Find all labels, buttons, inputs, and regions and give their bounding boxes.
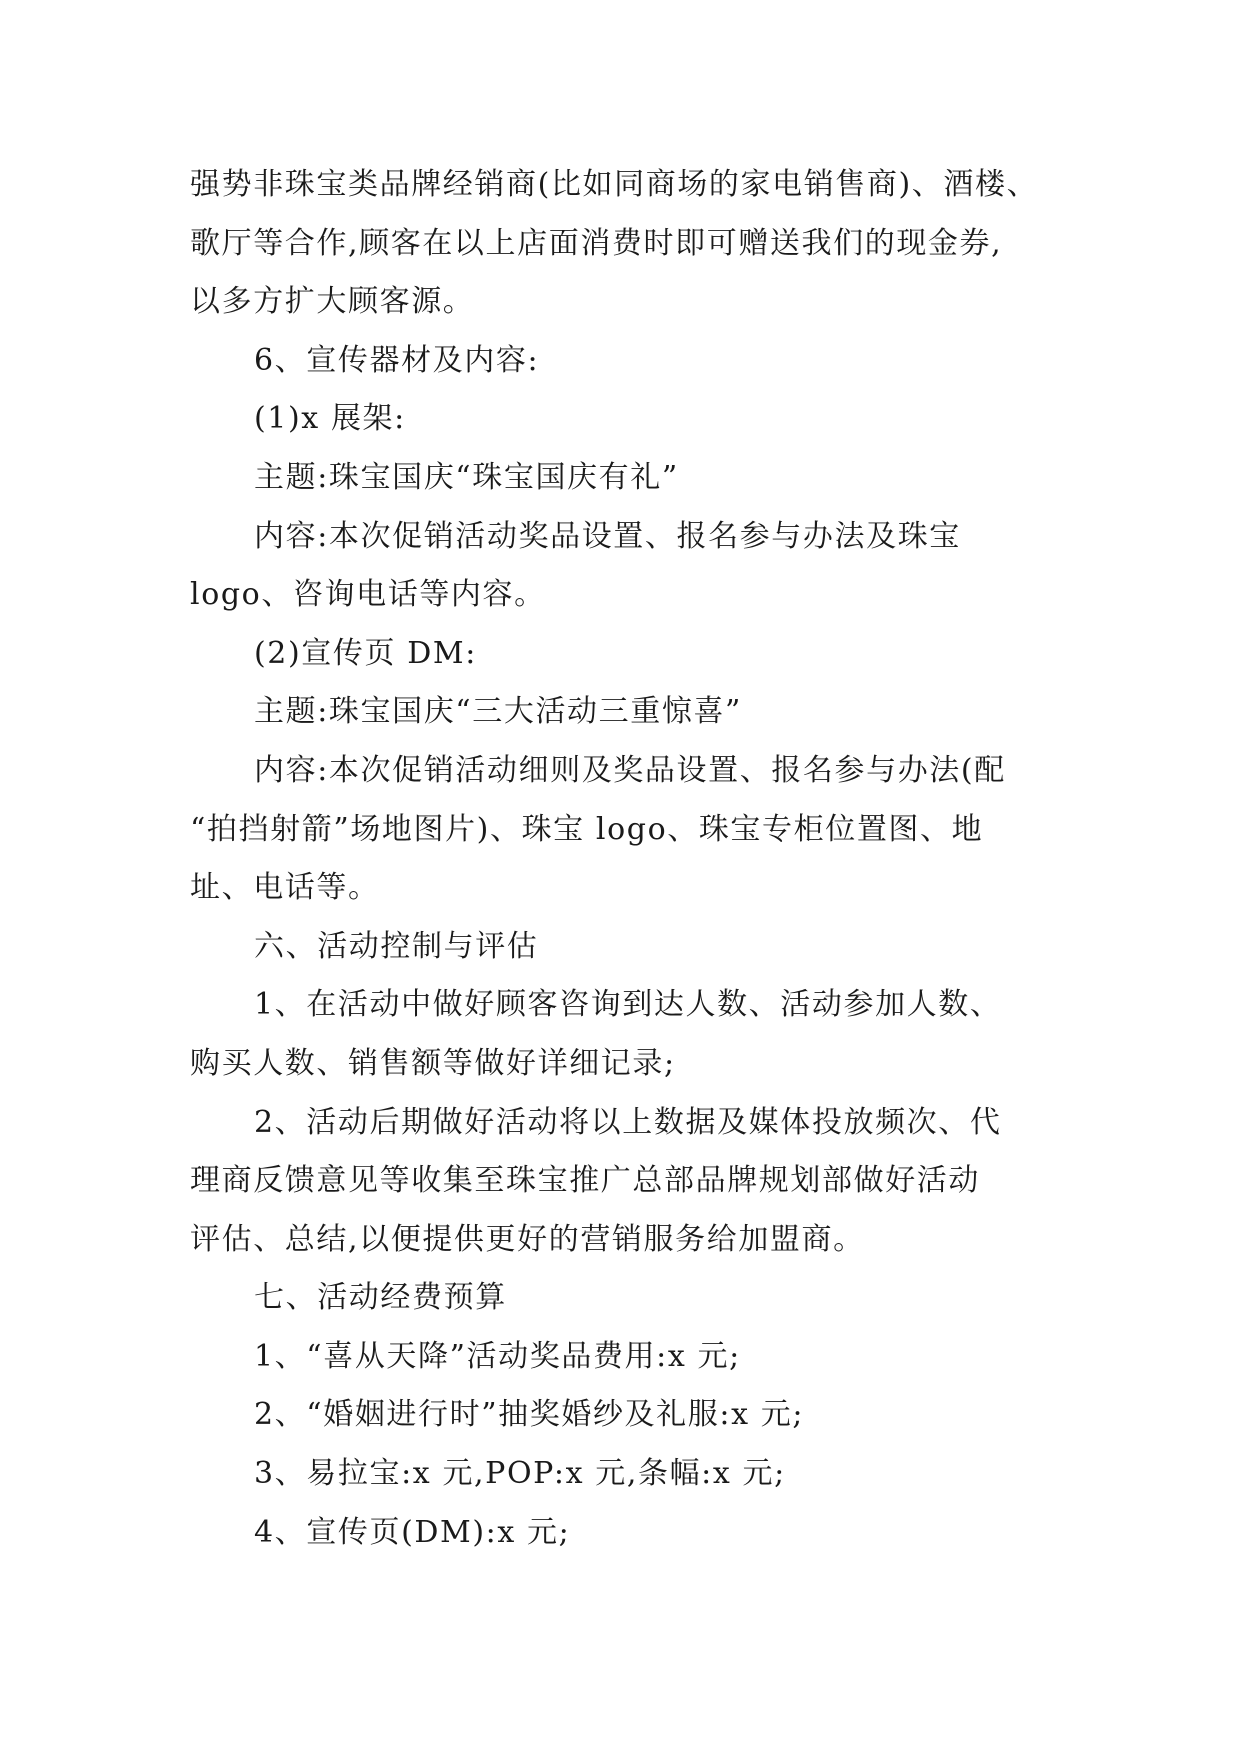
section-heading: 六、活动控制与评估 bbox=[254, 928, 539, 964]
sub-item-heading: (2)宣传页 DM: bbox=[254, 635, 477, 671]
text-line: 理商反馈意见等收集至珠宝推广总部品牌规划部做好活动 bbox=[190, 1163, 980, 1199]
text-line: 评估、总结,以便提供更好的营销服务给加盟商。 bbox=[190, 1221, 865, 1257]
section-heading: 七、活动经费预算 bbox=[254, 1280, 507, 1316]
budget-item: 4、宣传页(DM):x 元; bbox=[254, 1514, 571, 1550]
text-line: “拍挡射箭”场地图片)、珠宝 logo、珠宝专柜位置图、地 bbox=[190, 811, 984, 847]
text-line: 以多方扩大顾客源。 bbox=[190, 284, 475, 320]
sub-item-heading: (1)x 展架: bbox=[254, 401, 406, 437]
text-line: 主题:珠宝国庆“珠宝国庆有礼” bbox=[254, 459, 679, 495]
text-line: logo、咨询电话等内容。 bbox=[190, 577, 546, 613]
body-text bbox=[190, 156, 1050, 1562]
text-line: 内容:本次促销活动奖品设置、报名参与办法及珠宝 bbox=[254, 518, 961, 554]
section-item-heading: 6、宣传器材及内容: bbox=[254, 342, 540, 378]
text-line: 主题:珠宝国庆“三大活动三重惊喜” bbox=[254, 694, 742, 730]
text-line: 购买人数、销售额等做好详细记录; bbox=[190, 1045, 676, 1081]
budget-item: 1、“喜从天降”活动奖品费用:x 元; bbox=[254, 1338, 741, 1374]
text-line: 内容:本次促销活动细则及奖品设置、报名参与办法(配 bbox=[254, 752, 1006, 788]
text-line: 1、在活动中做好顾客咨询到达人数、活动参加人数、 bbox=[254, 987, 1002, 1023]
budget-item: 3、易拉宝:x 元,POP:x 元,条幅:x 元; bbox=[254, 1456, 786, 1492]
text-line: 强势非珠宝类品牌经销商(比如同商场的家电销售商)、酒楼、 bbox=[190, 167, 1039, 202]
text-line: 2、活动后期做好活动将以上数据及媒体投放频次、代 bbox=[254, 1104, 1002, 1140]
budget-item: 2、“婚姻进行时”抽奖婚纱及礼服:x 元; bbox=[254, 1397, 805, 1433]
text-line: 址、电话等。 bbox=[190, 870, 380, 906]
text-line: 歌厅等合作,顾客在以上店面消费时即可赠送我们的现金券, bbox=[190, 225, 1003, 261]
